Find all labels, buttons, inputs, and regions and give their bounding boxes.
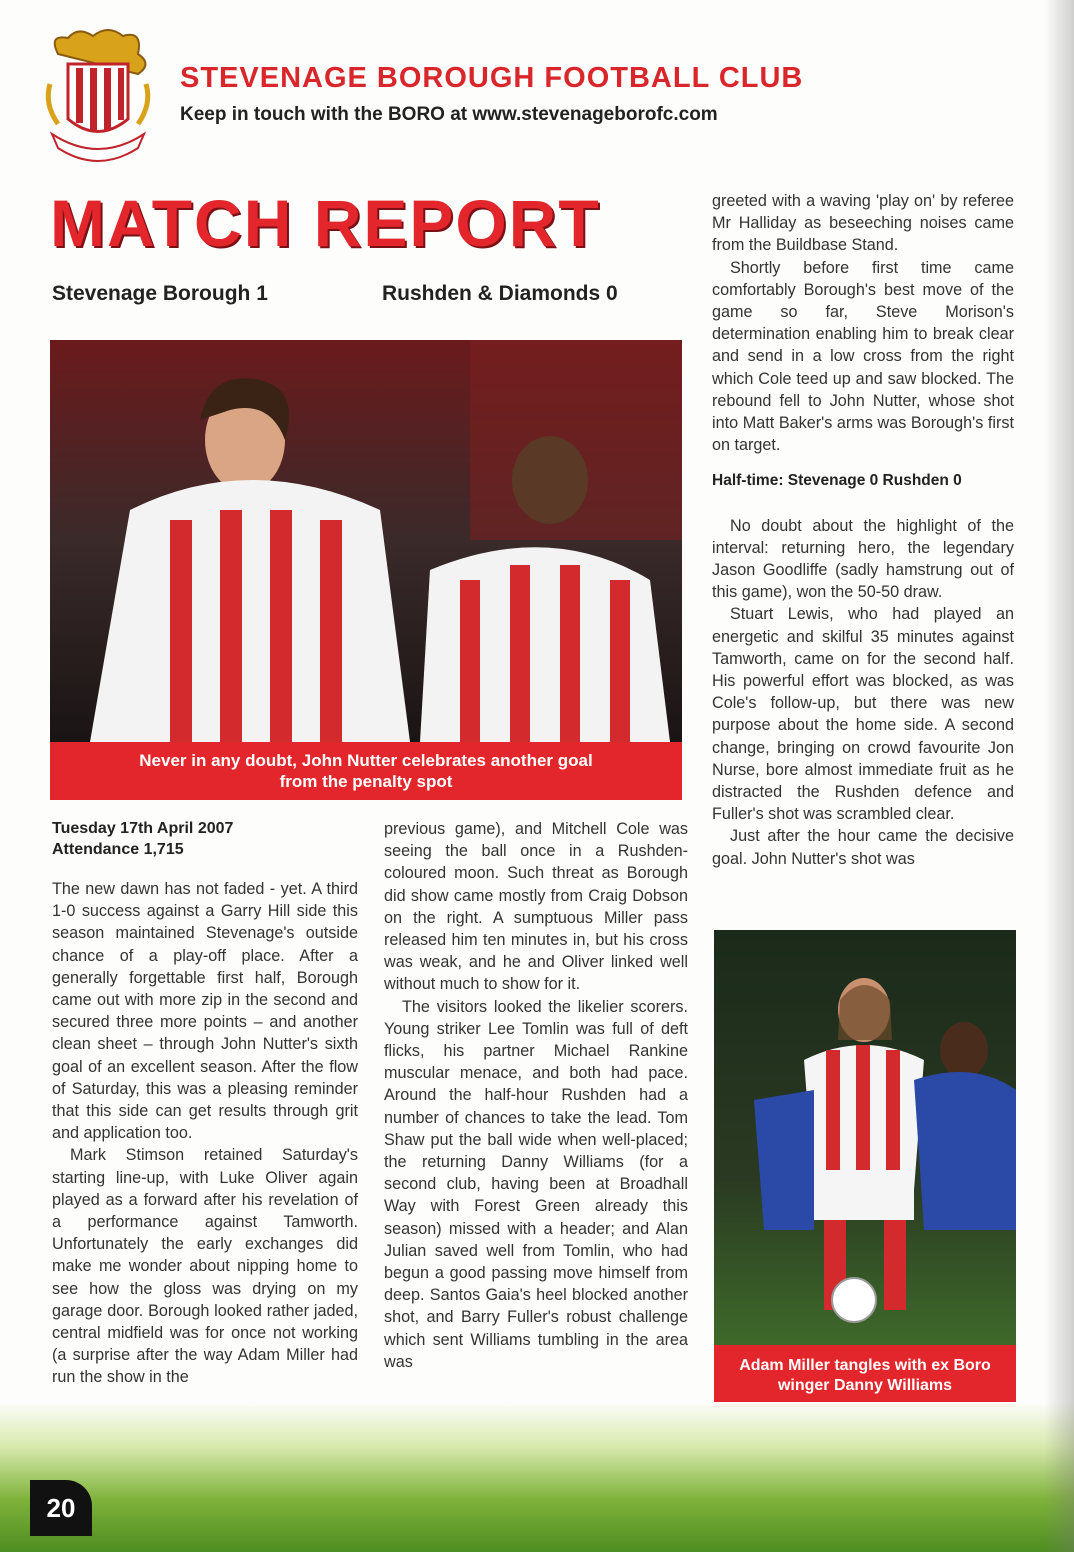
col1-paragraph-1: The new dawn has not faded - yet. A third 1-0 success against a Garry Hill side this season maintained Stevenage's outside chance of a play-off place. After a generally forgettable first half, Borough came out with more zip in the second and secured three more points – and another clean sheet – through John Nutter's sixth goal of an excellent season. After the flow of Saturday, this was a pleasing reminder that this side can get results through grit and application too. [52, 880, 358, 1143]
main-photo-caption [50, 742, 682, 800]
col3-paragraph-2: Shortly before first time came comfortably Borough's best move of the game so far, Steve Morison's determination enabling him to break clear and send in a low cross from the right which Cole teed up and saw blocked. The rebound fell to John Nutter, whose shot into Matt Baker's arms was Borough's first on target. [712, 258, 1014, 455]
match-attendance: Attendance 1,715 [52, 841, 184, 858]
col3-paragraph-3: No doubt about the highlight of the interval: returning hero, the legendary Jason Goodliffe (sadly hamstrung out of this game), won the 50-50 draw. [712, 516, 1014, 602]
away-team-score: Rushden & Diamonds 0 [382, 282, 618, 305]
main-caption-line1: Never in any doubt, John Nutter celebrates another goal [139, 750, 593, 770]
column-3 [712, 190, 1014, 870]
match-meta [52, 818, 358, 860]
col3-paragraph-5: Just after the hour came the decisive goal. John Nutter's shot was [712, 827, 1014, 868]
home-team-score: Stevenage Borough 1 [52, 282, 268, 305]
col2-paragraph-2: The visitors looked the likelier scorers. Young striker Lee Tomlin was full of deft flicks, his partner Michael Rankine muscular menace, and both had pace. Around the half-hour Rushden had a number of chances to take the lead. Tom Shaw put the ball wide when well-placed; the returning Danny Williams (for a second club, having been at Broadhall Way with Forest Green already this season) missed with a header; and Alan Julian saved well from Tomlin, who had begun a good passing move himself from deep. Santos Gaia's heel blocked another shot, and Barry Fuller's robust challenge which sent Williams tumbling in the area was [384, 997, 688, 1371]
page-number: 20 [30, 1480, 92, 1536]
halftime-score: Half-time: Stevenage 0 Rushden 0 [712, 472, 962, 490]
match-date: Tuesday 17th April 2007 [52, 820, 234, 837]
col2-paragraph-1: previous game), and Mitchell Cole was seeing the ball once in a Rushden-coloured moon. Such threat as Borough did show came mostly from Craig Dobson on the right. A sumptuous Miller pass released him ten minutes in, but his cross was weak, and he and Oliver linked well without much to show for it. [384, 820, 688, 994]
col3-paragraph-1: greeted with a waving 'play on' by referee Mr Halliday as beseeching noises came from the Buildbase Stand. [712, 192, 1014, 255]
club-tagline: Keep in touch with the BORO at www.stevenageborofc.com [180, 104, 718, 125]
side-photo [714, 930, 1016, 1345]
page-edge-shadow [1044, 0, 1074, 1552]
side-photo-caption [714, 1345, 1016, 1407]
side-caption-line2: winger Danny Williams [777, 1377, 953, 1394]
col3-paragraph-4: Stuart Lewis, who had played an energetic and skilful 35 minutes against Tamworth, came on for the second half. His powerful effort was blocked, as was Cole's follow-up, but there was new purpose about the home side. A second change, bringing on crowd favourite Jon Nurse, bore almost immediate fruit as he distracted the Rushden defence and Fuller's shot was scrambled clear. [712, 605, 1014, 824]
club-name: STEVENAGE BOROUGH FOOTBALL CLUB [180, 62, 804, 94]
main-caption-line2: from the penalty spot [279, 772, 453, 791]
column-2 [384, 818, 688, 1373]
club-crest [38, 24, 158, 164]
col1-paragraph-2: Mark Stimson retained Saturday's starting line-up, with Luke Oliver again played as a forward after his revelation of a performance against Tamworth. Unfortunately the early exchanges did make me wonder about nipping home to see how the gloss was drying on my garage door. Borough looked rather jaded, central midfield was for once not working (a surprise after the way Adam Miller had run the show in the [52, 1146, 358, 1387]
side-caption-line1: Adam Miller tangles with ex Boro [739, 1357, 991, 1374]
grass-footer [0, 1402, 1074, 1552]
headline: MATCH REPORT [50, 186, 601, 260]
crest-icon [38, 24, 158, 164]
column-1 [52, 818, 358, 1389]
main-photo [50, 340, 682, 742]
